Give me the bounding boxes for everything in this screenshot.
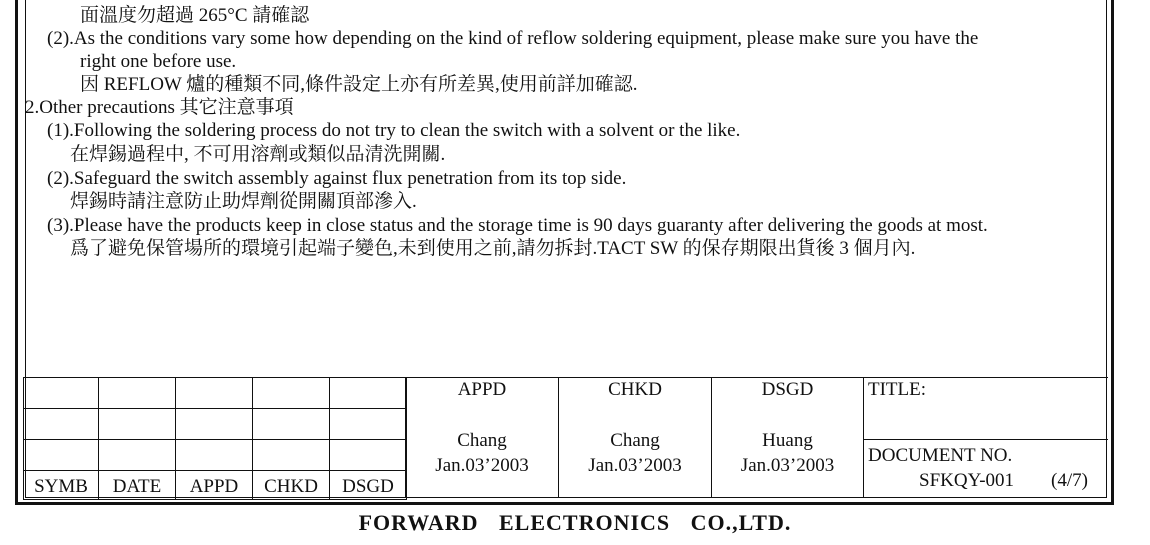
signoff-date: Jan.03’2003 [435,455,529,476]
signoff-appd [405,377,558,497]
rev-header-dsgd: DSGD [330,471,407,500]
spec-line: 在焊錫過程中, 不可用溶劑或類似品清洗開關. [70,144,446,165]
rev-header-appd: APPD [176,471,253,500]
document-number-value: SFKQY-001 [919,470,1015,491]
rev-cell [99,409,176,440]
rev-cell [330,440,407,471]
rev-cell [253,440,330,471]
spec-line: 爲了避免保管場所的環境引起端子變色,未到使用之前,請勿拆封.TACT SW 的保存期限出貨後 3 個月內. [70,238,916,259]
title-label: TITLE: [868,379,927,400]
signoff-chkd [558,377,711,497]
signoff-dsgd [711,377,863,497]
rev-cell [176,440,253,471]
rev-cell [253,378,330,409]
signoff-role: CHKD [608,379,662,400]
title-divider [864,439,1108,440]
page-indicator: (4/7) [1051,470,1088,491]
rev-header-date: DATE [99,471,176,500]
rev-cell [330,378,407,409]
rev-header-chkd: CHKD [253,471,330,500]
title-box [863,377,1108,497]
rev-cell [330,409,407,440]
rev-cell [253,409,330,440]
signoff-role: APPD [457,379,507,400]
spec-line: 焊錫時請注意防止助焊劑從開關頂部滲入. [70,191,417,212]
spec-line: 因 REFLOW 爐的種類不同,條件設定上亦有所差異,使用前詳加確認. [80,74,638,95]
rev-header-symb: SYMB [24,471,99,500]
rev-cell [24,409,99,440]
spec-line: (3).Please have the products keep in close status and the storage time is 90 days guaranty after delivering the goods at most. [47,215,988,236]
signoff-name: Chang [610,430,660,451]
rev-cell [24,378,99,409]
revision-table [23,377,407,500]
rev-cell [176,409,253,440]
rev-cell [176,378,253,409]
signoff-date: Jan.03’2003 [588,455,682,476]
signoff-name: Chang [457,430,507,451]
rev-cell [99,378,176,409]
document-number-label: DOCUMENT NO. [868,445,1013,466]
company-name: FORWARD ELECTRONICS CO.,LTD. [358,510,792,535]
spec-line: (2).Safeguard the switch assembly against flux penetration from its top side. [47,168,627,189]
spec-line: right one before use. [80,51,237,72]
spec-line: 面溫度勿超過 265°C 請確認 [80,5,310,26]
signoff-name: Huang [762,430,813,451]
spec-line: (1).Following the soldering process do not try to clean the switch with a solvent or the like. [47,120,741,141]
section-heading: 2.Other precautions 其它注意事項 [25,97,294,118]
spec-line: (2).As the conditions vary some how depending on the kind of reflow soldering equipment, please make sure you have the [47,28,979,49]
signoff-role: DSGD [761,379,814,400]
rev-cell [99,440,176,471]
rev-cell [24,440,99,471]
signoff-date: Jan.03’2003 [740,455,835,476]
